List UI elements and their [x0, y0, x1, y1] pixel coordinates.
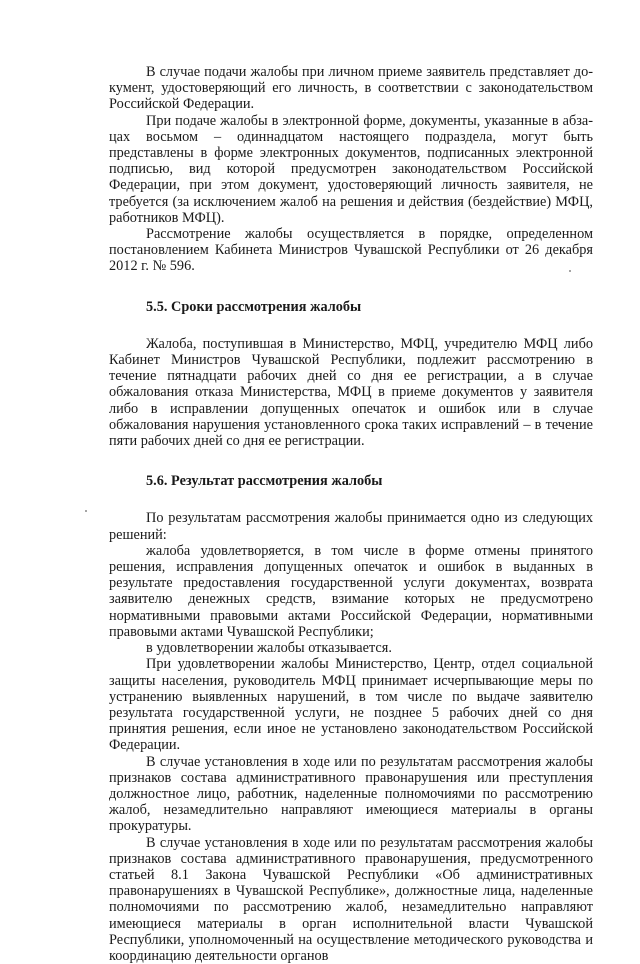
heading-section-5-6: 5.6. Результат рассмотрения жалобы	[146, 473, 383, 490]
paragraph-prosecutor-referral: В случае установления в ходе или по результатам рассмотрения жалобы признаков состава административного правонарушения или преступления должностное лицо, работник, наделенные полномочиями по рассмотрению жалоб, незамедлительно направляют имеющиеся материалы в органы прокуратуры.	[109, 753, 593, 835]
paragraph-decision-intro: По результатам рассмотрения жалобы принимается одно из следующих решений:	[109, 510, 593, 543]
paragraph-personal-submission: В случае подачи жалобы при личном приеме заявитель представляет документ, удостоверяющий его личность, в соответствии с законодательством Российской Федерации.	[109, 64, 593, 113]
document-page	[109, 64, 593, 964]
scan-speck	[569, 270, 571, 272]
list-item-complaint-rejected: в удовлетворении жалобы отказывается.	[146, 640, 392, 657]
paragraph-electronic-submission: При подаче жалобы в электронной форме, документы, указанные в абзацах восьмом – одиннадцатом настоящего подраздела, могут быть представлены в форме электронных документов, подписанных электронной подписью, вид которой предусмотрен законодательством Российской Федерации, при этом документ, удостоверяющий личность заявителя, не требуется (за исключением жалоб на решения и действия (бездействие) МФЦ, работников МФЦ).	[109, 112, 593, 226]
scan-speck	[85, 510, 87, 512]
paragraph-admin-offense-referral: В случае установления в ходе или по результатам рассмотрения жалобы признаков состава административного правонарушения, предусмотренного статьей 8.1 Закона Чувашской Республики «Об административных правонарушениях в Чувашской Республике», должностные лица, наделенные полномочиями по рассмотрению жалоб, незамедлительно направляют имеющиеся материалы в орган исполнительной власти Чувашской Республики, уполномоченный на осуществление методического руководства и координацию деятельности органов	[109, 834, 593, 964]
list-item-complaint-satisfied: жалоба удовлетворяется, в том числе в форме отмены принятого решения, исправления допущенных опечаток и ошибок в выданных в результате предоставления государственной услуги документах, возврата заявителю денежных средств, взимание которых не предусмотрено нормативными правовыми актами Российской Федерации, нормативными правовыми актами Чувашской Республики;	[109, 542, 593, 640]
paragraph-remedy-measures: При удовлетворении жалобы Министерство, Центр, отдел социальной защиты населения, руководитель МФЦ принимает исчерпывающие меры по устранению выявленных нарушений, в том числе по выдаче заявителю результата государственной услуги, не позднее 5 рабочих дней со дня принятия решения, если иное не установлено законодательством Российской Федерации.	[109, 656, 593, 754]
paragraph-review-deadlines: Жалоба, поступившая в Министерство, МФЦ, учредителю МФЦ либо Кабинет Министров Чувашской Республики, подлежит рассмотрению в течение пятнадцати рабочих дней со дня ее регистрации, а в случае обжалования отказа Министерства, МФЦ в приеме документов у заявителя либо в исправлении допущенных опечаток и ошибок или в случае обжалования нарушения установленного срока таких исправлений – в течение пяти рабочих дней со дня ее регистрации.	[109, 335, 593, 450]
paragraph-review-procedure: Рассмотрение жалобы осуществляется в порядке, определенном постановлением Кабинета Министров Чувашской Республики от 26 декабря 2012 г. № 596.	[109, 226, 593, 275]
heading-section-5-5: 5.5. Сроки рассмотрения жалобы	[146, 298, 362, 315]
